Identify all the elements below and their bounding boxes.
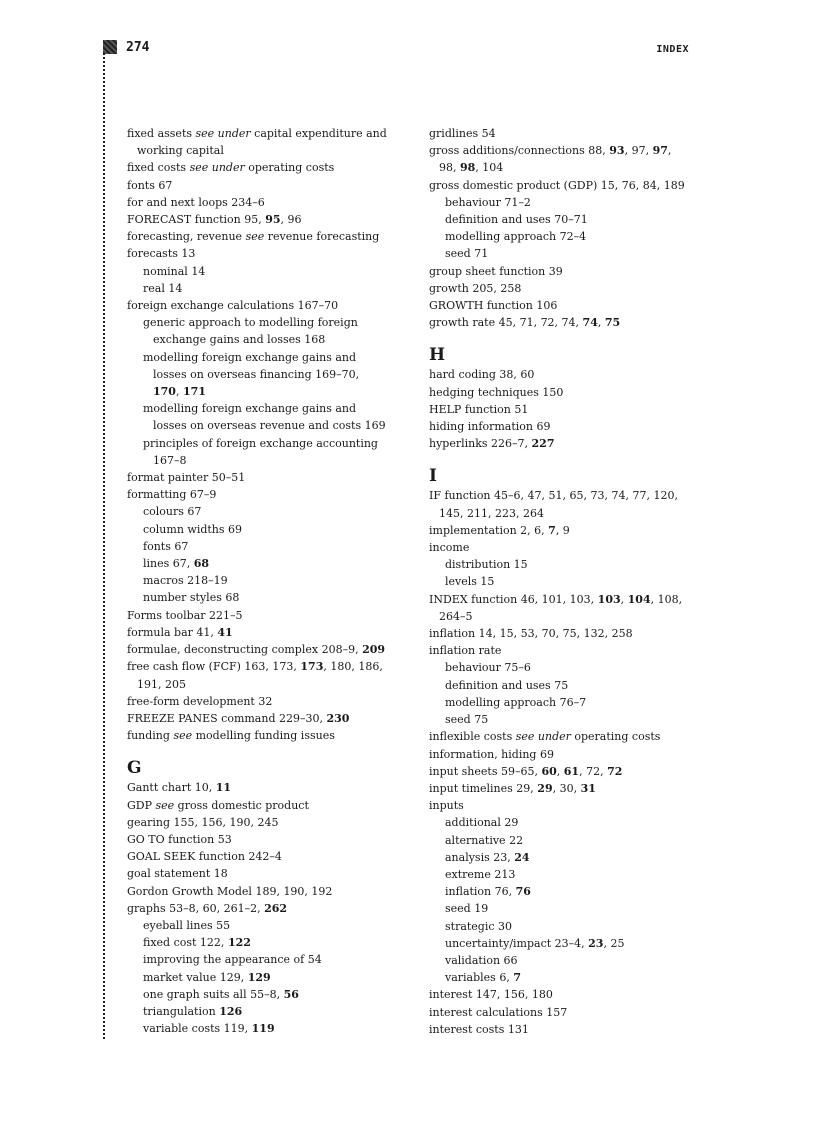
entry-text: Gantt chart 10,	[127, 781, 216, 795]
entry-text: group sheet function 39	[429, 264, 563, 278]
index-entry	[429, 384, 691, 401]
index-subentry	[429, 194, 691, 211]
entry-text: for and next loops 234–6	[127, 195, 265, 209]
entry-text: formulae, deconstructing complex 208–9,	[127, 643, 363, 657]
entry-text: free cash flow (FCF) 163, 173,	[127, 660, 301, 674]
index-entry	[127, 245, 389, 262]
entry-text: fixed assets	[127, 127, 196, 140]
entry-text: 227	[531, 437, 555, 451]
entry-text: 74	[582, 316, 598, 330]
entry-text: number styles 68	[143, 591, 240, 605]
entry-text: free-form development 32	[127, 694, 273, 708]
entry-text: hiding information 69	[429, 420, 551, 434]
entry-text: gross additions/connections 88,	[429, 144, 610, 158]
entry-text: 7	[548, 523, 556, 537]
entry-text: GOAL SEEK function 242–4	[127, 850, 282, 864]
entry-text: modelling approach 76–7	[445, 695, 587, 709]
entry-text: fonts 67	[127, 178, 173, 192]
index-entry	[127, 125, 389, 159]
index-entry	[127, 658, 389, 692]
entry-text: see under	[189, 161, 245, 175]
entry-text: , 108, 264–5	[439, 592, 683, 623]
entry-text: market value 129,	[143, 970, 248, 984]
index-entry	[127, 159, 389, 176]
entry-text: analysis 23,	[445, 850, 515, 864]
index-entry	[127, 693, 389, 710]
entry-text: formula bar 41,	[127, 625, 218, 639]
entry-text: one graph suits all 55–8,	[143, 987, 284, 1001]
index-subentry	[429, 556, 691, 573]
index-entry	[429, 763, 691, 780]
entry-text: behaviour 75–6	[445, 661, 531, 675]
index-subentry	[127, 349, 389, 401]
entry-text: 41	[217, 625, 233, 639]
index-entry	[429, 177, 691, 194]
index-subentry	[127, 280, 389, 297]
entry-text: definition and uses 70–71	[445, 213, 588, 227]
index-entry	[429, 487, 691, 521]
entry-text: GROWTH function 106	[429, 299, 558, 313]
entry-text: gearing 155, 156, 190, 245	[127, 815, 279, 829]
index-subentry	[127, 951, 389, 968]
entry-text: operating costs	[244, 161, 335, 175]
entry-text: seed 75	[445, 713, 489, 727]
entry-text: hedging techniques 150	[429, 385, 564, 399]
entry-text: , 25	[603, 936, 625, 950]
index-entry	[127, 710, 389, 727]
entry-text: uncertainty/impact 23–4,	[445, 936, 589, 950]
entry-text: see under	[195, 127, 251, 140]
entry-text: ,	[175, 385, 183, 399]
index-subentry	[127, 263, 389, 280]
margin-dotted-rule	[103, 44, 105, 1039]
index-entry	[127, 865, 389, 882]
entry-text: 56	[283, 987, 299, 1001]
index-subentry	[429, 228, 691, 245]
index-entry	[429, 142, 691, 176]
index-subentry	[429, 849, 691, 866]
index-subentry	[429, 866, 691, 883]
entry-text: HELP function 51	[429, 402, 529, 416]
page-number: 274	[126, 40, 150, 55]
entry-text: growth rate 45, 71, 72, 74,	[429, 316, 583, 330]
index-subentry	[127, 314, 389, 348]
index-entry	[429, 591, 691, 625]
entry-text: 11	[215, 781, 232, 795]
index-entry	[127, 194, 389, 211]
entry-text: , 98,	[439, 144, 672, 175]
index-subentry	[127, 969, 389, 986]
entry-text: goal statement 18	[127, 867, 228, 881]
entry-text: 7	[513, 971, 521, 985]
index-entry	[127, 797, 389, 814]
entry-text: 170	[153, 385, 176, 399]
entry-text: inflation rate	[429, 644, 502, 658]
entry-text: 24	[514, 850, 530, 864]
index-subentry	[127, 1020, 389, 1037]
entry-text: , 30,	[552, 781, 581, 795]
entry-text: 173	[300, 660, 324, 674]
entry-text: funding	[127, 729, 174, 743]
entry-text: variables 6,	[445, 971, 514, 985]
index-subentry	[429, 952, 691, 969]
entry-text: foreign exchange calculations 167–70	[127, 299, 339, 313]
index-entry	[127, 900, 389, 917]
entry-text: ,	[597, 316, 605, 330]
entry-text: information, hiding 69	[429, 747, 554, 761]
index-entry	[429, 263, 691, 280]
page-corner-marker	[103, 40, 117, 54]
entry-text: graphs 53–8, 60, 261–2,	[127, 901, 265, 915]
entry-text: inflation 14, 15, 53, 70, 75, 132, 258	[429, 627, 633, 641]
index-column-right	[429, 125, 691, 1038]
entry-text: fonts 67	[143, 539, 189, 553]
entry-text: macros 218–19	[143, 574, 228, 588]
index-entry	[429, 746, 691, 763]
index-subentry	[429, 211, 691, 228]
entry-text: 122	[227, 936, 251, 950]
index-entry	[429, 780, 691, 797]
index-subentry	[127, 435, 389, 469]
entry-text: distribution 15	[445, 558, 528, 572]
index-subentry	[429, 900, 691, 917]
index-entry	[127, 831, 389, 848]
entry-text: IF function 45–6, 47, 51, 65, 73, 74, 77, 120, 145, 211, 223, 264	[429, 489, 678, 520]
entry-text: 209	[362, 643, 386, 657]
index-entry	[429, 418, 691, 435]
entry-text: extreme 213	[445, 867, 516, 881]
entry-text: modelling approach 72–4	[445, 230, 587, 244]
index-entry	[429, 625, 691, 642]
entry-text: modelling funding issues	[192, 729, 335, 743]
entry-text: generic approach to modelling foreign exchange gains and losses 168	[143, 316, 358, 347]
index-entry	[127, 228, 389, 245]
entry-text: 262	[264, 901, 288, 915]
index-subentry	[429, 694, 691, 711]
entry-text: hyperlinks 226–7,	[429, 437, 532, 451]
index-entry	[429, 522, 691, 539]
entry-text: alternative 22	[445, 833, 524, 847]
index-subentry	[429, 245, 691, 262]
index-entry	[127, 727, 389, 744]
index-subentry	[127, 503, 389, 520]
entry-text: forecasting, revenue	[127, 230, 246, 244]
entry-text: 97	[652, 144, 668, 158]
entry-text: 171	[182, 385, 206, 399]
index-entry	[429, 986, 691, 1003]
entry-text: formatting 67–9	[127, 488, 217, 502]
index-entry	[429, 125, 691, 142]
index-entry	[429, 728, 691, 745]
entry-text: , 180, 186, 191, 205	[137, 660, 383, 691]
entry-text: strategic 30	[445, 919, 513, 933]
entry-text: FREEZE PANES command 229–30,	[127, 711, 327, 725]
entry-text: gridlines 54	[429, 127, 496, 140]
entry-text: input sheets 59–65,	[429, 764, 542, 778]
entry-text: hard coding 38, 60	[429, 368, 535, 382]
entry-text: inflexible costs	[429, 730, 516, 744]
index-entry	[127, 883, 389, 900]
index-entry	[127, 814, 389, 831]
entry-text: 60	[541, 764, 557, 778]
entry-text: 68	[193, 557, 210, 571]
entry-text: income	[429, 541, 470, 555]
entry-text: gross domestic product (GDP) 15, 76, 84, 189	[429, 178, 685, 192]
entry-text: eyeball lines 55	[143, 918, 231, 932]
entry-text: improving the appearance of 54	[143, 953, 322, 967]
index-subentry	[429, 573, 691, 590]
index-subentry	[127, 572, 389, 589]
index-subentry	[127, 400, 389, 434]
index-subentry	[127, 986, 389, 1003]
index-entry	[429, 642, 691, 659]
entry-text: input timelines 29,	[429, 781, 538, 795]
index-entry	[429, 401, 691, 418]
entry-text: GDP	[127, 798, 156, 812]
entry-text: 72	[607, 764, 623, 778]
entry-text: 230	[326, 711, 350, 725]
entry-text: nominal 14	[143, 264, 206, 278]
index-entry	[429, 1004, 691, 1021]
index-entry	[429, 280, 691, 297]
index-entry	[127, 211, 389, 228]
index-subentry	[429, 711, 691, 728]
index-subentry	[429, 677, 691, 694]
index-entry	[127, 641, 389, 658]
entry-text: 93	[609, 144, 625, 158]
index-subentry	[127, 1003, 389, 1020]
entry-text: 75	[604, 316, 621, 330]
entry-text: fixed cost 122,	[143, 936, 228, 950]
entry-text: 29	[537, 781, 553, 795]
index-letter-heading: H	[429, 345, 446, 366]
entry-text: growth 205, 258	[429, 281, 522, 295]
entry-text: see	[245, 230, 265, 244]
entry-text: inputs	[429, 799, 464, 813]
index-entry	[127, 848, 389, 865]
entry-text: colours 67	[143, 505, 202, 519]
index-entry	[429, 539, 691, 556]
index-subentry	[127, 589, 389, 606]
entry-text: 104	[627, 592, 651, 606]
entry-text: 119	[251, 1022, 275, 1036]
index-subentry	[127, 917, 389, 934]
entry-text: 76	[515, 885, 531, 899]
index-entry	[429, 366, 691, 383]
entry-text: principles of foreign exchange accounting 167–8	[143, 436, 378, 467]
entry-text: gross domestic product	[174, 798, 309, 812]
entry-text: ,	[620, 592, 628, 606]
entry-text: 129	[247, 970, 271, 984]
index-subentry	[429, 883, 691, 900]
entry-text: 23	[588, 936, 604, 950]
entry-text: FORECAST function 95,	[127, 213, 266, 227]
entry-text: , 72,	[579, 764, 608, 778]
entry-text: see	[155, 798, 175, 812]
entry-text: interest calculations 157	[429, 1005, 568, 1019]
entry-text: fixed costs	[127, 161, 190, 175]
index-entry	[127, 779, 389, 796]
entry-text: 95	[265, 213, 281, 227]
index-entry	[429, 797, 691, 814]
entry-text: 103	[597, 592, 621, 606]
entry-text: see under	[515, 730, 571, 744]
entry-text: inflation 76,	[445, 885, 516, 899]
index-entry	[429, 1021, 691, 1038]
entry-text: Forms toolbar 221–5	[127, 608, 243, 622]
entry-text: seed 71	[445, 247, 489, 261]
entry-text: 31	[580, 781, 596, 795]
entry-text: operating costs	[570, 730, 661, 744]
entry-text: column widths 69	[143, 522, 243, 536]
index-subentry	[429, 935, 691, 952]
entry-text: , 96	[280, 213, 302, 227]
index-column-left	[127, 125, 389, 1037]
index-subentry	[429, 969, 691, 986]
index-subentry	[429, 918, 691, 935]
index-subentry	[429, 814, 691, 831]
entry-text: implementation 2, 6,	[429, 523, 549, 537]
index-entry	[127, 297, 389, 314]
entry-text: modelling foreign exchange gains and losses on overseas revenue and costs 169	[143, 402, 386, 433]
entry-text: ,	[556, 764, 564, 778]
entry-text: 61	[563, 764, 580, 778]
entry-text: triangulation	[143, 1004, 220, 1018]
index-subentry	[127, 538, 389, 555]
entry-text: validation 66	[445, 953, 518, 967]
index-entry	[429, 314, 691, 331]
index-entry	[127, 486, 389, 503]
entry-text: forecasts 13	[127, 247, 196, 261]
entry-text: INDEX function 46, 101, 103,	[429, 592, 598, 606]
index-letter-heading: I	[429, 466, 437, 487]
index-subentry	[127, 555, 389, 572]
index-letter-heading: G	[127, 758, 142, 779]
index-entry	[429, 297, 691, 314]
entry-text: behaviour 71–2	[445, 195, 531, 209]
entry-text: variable costs 119,	[143, 1022, 252, 1036]
entry-text: see	[173, 729, 193, 743]
entry-text: 126	[219, 1004, 243, 1018]
index-entry	[127, 177, 389, 194]
entry-text: interest 147, 156, 180	[429, 988, 553, 1002]
entry-text: , 9	[555, 523, 570, 537]
index-entry	[429, 435, 691, 452]
entry-text: modelling foreign exchange gains and losses on overseas financing 169–70,	[143, 350, 360, 381]
entry-text: revenue forecasting	[264, 230, 380, 244]
entry-text: format painter 50–51	[127, 471, 246, 485]
entry-text: definition and uses 75	[445, 678, 569, 692]
running-head: INDEX	[656, 44, 689, 55]
entry-text: seed 19	[445, 902, 489, 916]
entry-text: 98	[460, 161, 476, 175]
entry-text: lines 67,	[143, 557, 194, 571]
entry-text: , 104	[475, 161, 504, 175]
entry-text: GO TO function 53	[127, 832, 232, 846]
entry-text: Gordon Growth Model 189, 190, 192	[127, 884, 333, 898]
entry-text: real 14	[143, 281, 183, 295]
index-subentry	[127, 521, 389, 538]
index-entry	[127, 624, 389, 641]
entry-text: , 97,	[624, 144, 653, 158]
index-subentry	[127, 934, 389, 951]
index-subentry	[429, 832, 691, 849]
index-entry	[127, 607, 389, 624]
entry-text: capital expenditure and working capital	[137, 127, 387, 158]
index-subentry	[429, 659, 691, 676]
index-entry	[127, 469, 389, 486]
entry-text: interest costs 131	[429, 1022, 529, 1036]
entry-text: levels 15	[445, 575, 495, 589]
entry-text: additional 29	[445, 816, 519, 830]
